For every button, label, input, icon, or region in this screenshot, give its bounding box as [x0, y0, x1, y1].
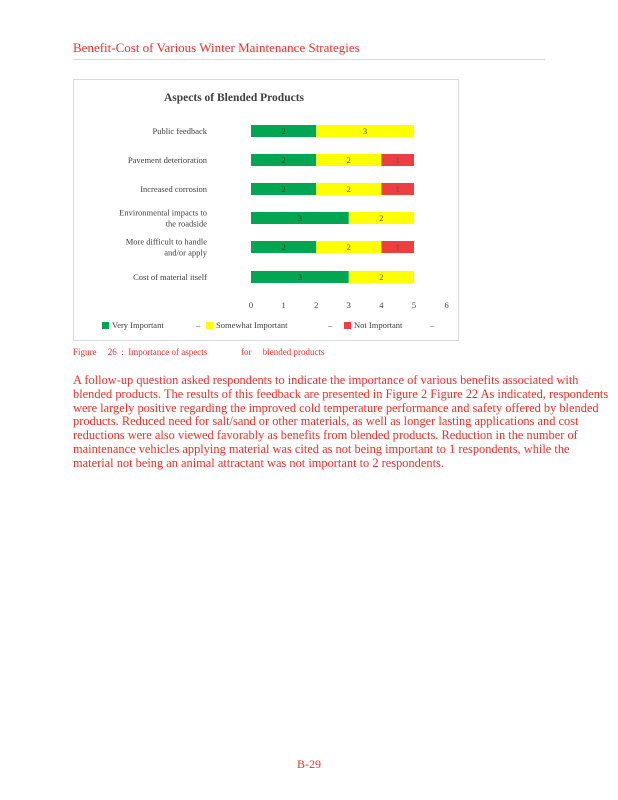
category-label: Environmental impacts to the roadside	[119, 207, 207, 229]
x-tick-label: 4	[379, 300, 384, 310]
category-label: Public feedback	[152, 126, 207, 136]
x-tick-label: 1	[281, 300, 286, 310]
bar-data-label: 2	[346, 155, 351, 165]
legend-swatch	[206, 322, 213, 329]
stacked-bar-chart	[74, 80, 460, 342]
chart-title: Aspects of Blended Products	[163, 92, 305, 104]
legend-swatch	[102, 322, 109, 329]
x-tick-label: 5	[411, 300, 417, 310]
legend-dash: –	[430, 320, 435, 330]
bar-data-label: 2	[379, 272, 384, 282]
category-label: More difficult to handle and/or apply	[125, 236, 207, 258]
bar-data-label: 2	[346, 242, 351, 252]
bar-data-label: 1	[395, 184, 400, 194]
page-header-title: Benefit-Cost of Various Winter Maintenance Strategies	[73, 40, 360, 55]
bar-data-label: 2	[346, 184, 351, 194]
bar-data-label: 1	[395, 155, 400, 165]
bar-data-label: 2	[281, 126, 286, 136]
chart-frame	[73, 79, 459, 341]
bar-data-label: 2	[281, 155, 286, 165]
bar-data-label: 3	[362, 126, 368, 136]
category-label: Pavement deterioration	[127, 155, 207, 165]
legend-dash: –	[328, 320, 333, 330]
legend-dash: –	[196, 320, 201, 330]
x-tick-label: 3	[346, 300, 351, 310]
x-tick-label: 0	[248, 300, 254, 310]
category-label: Cost of material itself	[133, 272, 207, 282]
x-tick-label: 6	[444, 300, 449, 310]
bar-data-label: 2	[281, 184, 286, 194]
legend-label: Very Important	[112, 320, 164, 330]
header-divider	[73, 59, 545, 60]
bar-data-label: 2	[281, 242, 286, 252]
bar-data-label: 1	[395, 242, 400, 252]
page-number: B-29	[297, 757, 321, 771]
figure-caption: Figure 26 : Importance of aspects for blended products	[73, 347, 325, 357]
x-tick-label: 2	[314, 300, 319, 310]
legend-label: Somewhat Important	[216, 320, 288, 330]
bar-data-label: 3	[297, 272, 303, 282]
category-label: Increased corrosion	[140, 184, 207, 194]
legend-swatch	[344, 322, 351, 329]
legend-label: Not Important	[354, 320, 403, 330]
bar-data-label: 2	[379, 213, 384, 223]
bar-data-label: 3	[297, 213, 303, 223]
body-paragraph: A follow-up question asked respondents to indicate the importance of various benefits associated with blended products. The results of this feedback are presented in Figure 2 Figure 22 As indicated, respondents were largely positive regarding the improved cold temperature performance and safety offered by blended products. Reduced need for salt/sand or other materials, as well as longer lasting applications and cost reductions were also viewed favorably as benefits from blended products. Reduction in the number of maintenance vehicles applying material was cited as not being important to 1 respondents, while the material not being an animal attractant was not important to 2 respondents.	[73, 373, 609, 470]
